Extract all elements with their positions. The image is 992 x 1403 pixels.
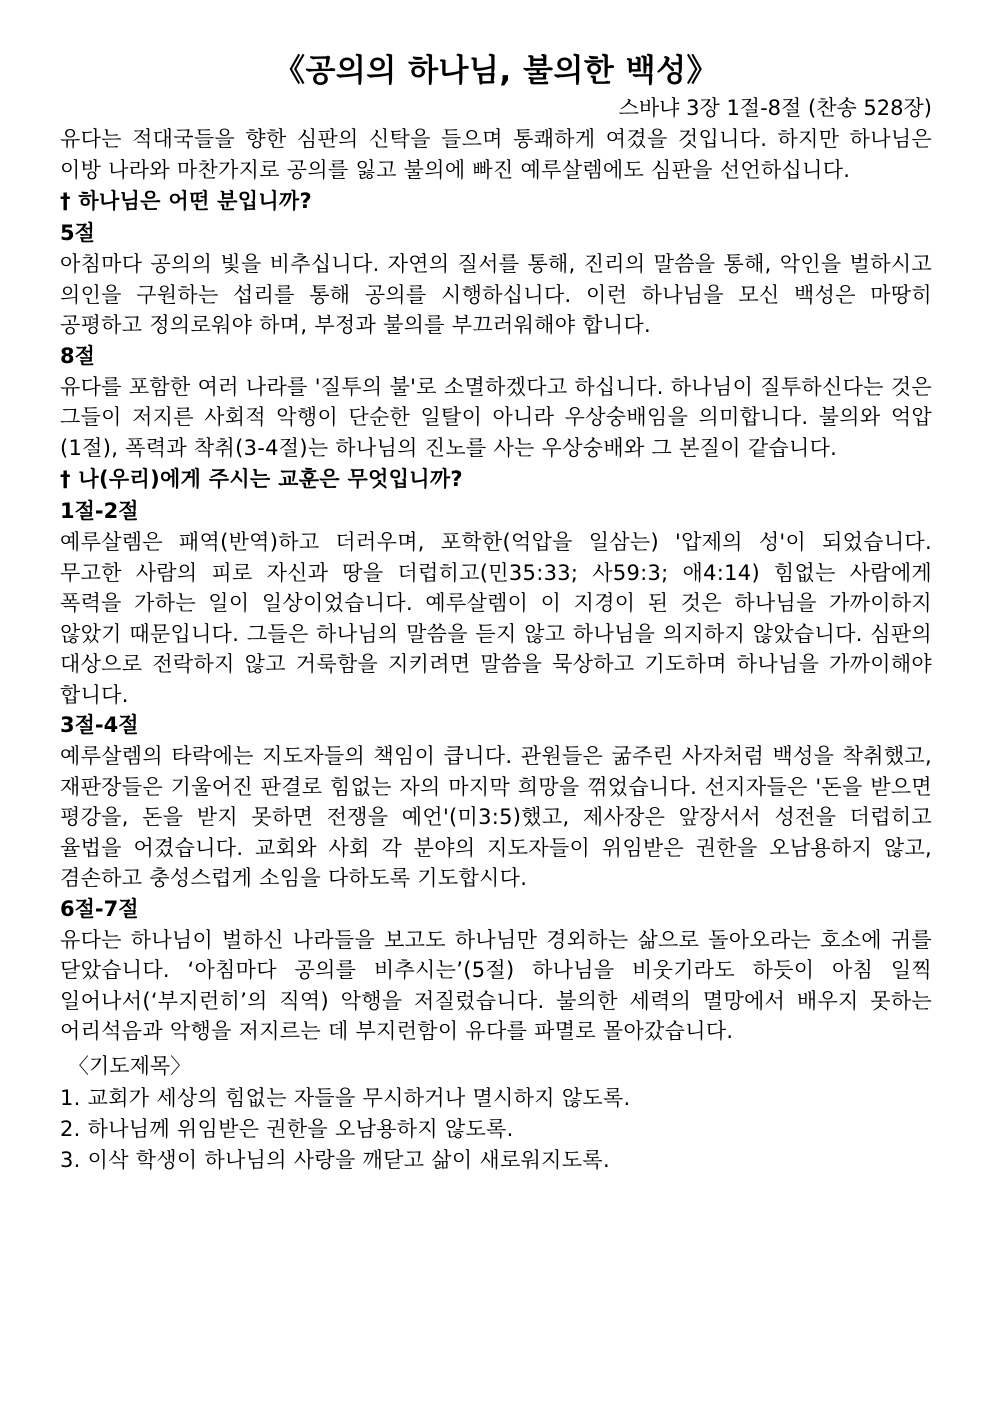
verse-paragraph: 유다는 하나님이 벌하신 나라들을 보고도 하나님만 경외하는 삶으로 돌아오라는 호소에 귀를 닫았습니다. ‘아침마다 공의를 비추시는’(5절) 하나님을 비웃기라도 하듯이 아침 일찍 일어나서(‘부지런히’의 직역) 악행을 저질렀습니다. 불의한 세력의 멸망에서 배우지 못하는 어리석음과 악행을 저지르는 데 부지런함이 유다를 파멸로 몰아갔습니다. bbox=[60, 927, 932, 1043]
section-heading-lesson: † 나(우리)에게 주시는 교훈은 무엇입니까? bbox=[60, 467, 463, 491]
verse-paragraph: 예루살렘은 패역(반역)하고 더러우며, 포학한(억압을 일삼는) '압제의 성'이 되었습니다. 무고한 사람의 피로 자신과 땅을 더럽히고(민35:33; 사59:3; 애4:14) 힘없는 사람에게 폭력을 가하는 일이 일상이었습니다. 예루살렘이 이 지경이 된 것은 하나님을 가까이하지 않았기 때문입니다. 그들은 하나님의 말씀을 듣지 않고 하나님을 의지하지 않았습니다. 심판의 대상으로 전락하지 않고 거룩함을 지키려면 말씀을 묵상하고 기도하며 하나님을 가까이해야 합니다. bbox=[60, 530, 932, 707]
prayer-item: 2. 하나님께 위임받은 권한을 오남용하지 않도록. bbox=[60, 1116, 514, 1141]
verse-paragraph: 아침마다 공의의 빛을 비추십니다. 자연의 질서를 통해, 진리의 말씀을 통해, 악인을 벌하시고 의인을 구원하는 섭리를 통해 공의를 시행하십니다. 이런 하나님을 모신 백성은 마땅히 공평하고 정의로워야 하며, 부정과 불의를 부끄러워해야 합니다. bbox=[60, 252, 932, 337]
prayer-item: 3. 이삭 학생이 하나님의 사랑을 깨닫고 삶이 새로워지도록. bbox=[60, 1147, 610, 1172]
verse-paragraph: 예루살렘의 타락에는 지도자들의 책임이 큽니다. 관원들은 굶주린 사자처럼 백성을 착취했고, 재판장들은 기울어진 판결로 힘없는 자의 마지막 희망을 꺾었습니다. 선지자들은 '돈을 받으면 평강을, 돈을 받지 못하면 전쟁을 예언'(미3:5)했고, 제사장은 앞장서서 성전을 더럽히고 율법을 어겼습니다. 교회와 사회 각 분야의 지도자들이 위임받은 권한을 오남용하지 않고, 겸손하고 충성스럽게 소임을 다하도록 기도합시다. bbox=[60, 744, 932, 890]
devotional-page bbox=[60, 50, 932, 1176]
scripture-reference: 스바냐 3장 1절-8절 (찬송 528장) bbox=[618, 96, 932, 120]
verse-paragraph: 유다를 포함한 여러 나라를 '질투의 불'로 소멸하겠다고 하십니다. 하나님이 질투하신다는 것은 그들이 저지른 사회적 악행이 단순한 일탈이 아니라 우상숭배임을 의미합니다. 불의와 억압(1절), 폭력과 착취(3-4절)는 하나님의 진노를 사는 우상숭배와 그 본질이 같습니다. bbox=[60, 374, 932, 460]
page-title: 《공의의 하나님, 불의한 백성》 bbox=[273, 53, 719, 89]
prayer-title: 〈기도제목〉 bbox=[68, 1053, 192, 1078]
verse-label: 1절-2절 bbox=[60, 499, 139, 523]
verse-label: 5절 bbox=[60, 221, 95, 245]
prayer-item: 1. 교회가 세상의 힘없는 자들을 무시하거나 멸시하지 않도록. bbox=[60, 1085, 631, 1110]
verse-label: 3절-4절 bbox=[60, 713, 139, 737]
verse-label: 8절 bbox=[60, 343, 95, 368]
verse-label: 6절-7절 bbox=[60, 896, 139, 921]
intro-paragraph: 유다는 적대국들을 향한 심판의 신탁을 들으며 통쾌하게 여겼을 것입니다. 하지만 하나님은 이방 나라와 마찬가지로 공의를 잃고 불의에 빠진 예루살렘에도 심판을 선언하십니다. bbox=[60, 127, 932, 182]
section-heading-who-is-god: † 하나님은 어떤 분입니까? bbox=[60, 189, 312, 213]
